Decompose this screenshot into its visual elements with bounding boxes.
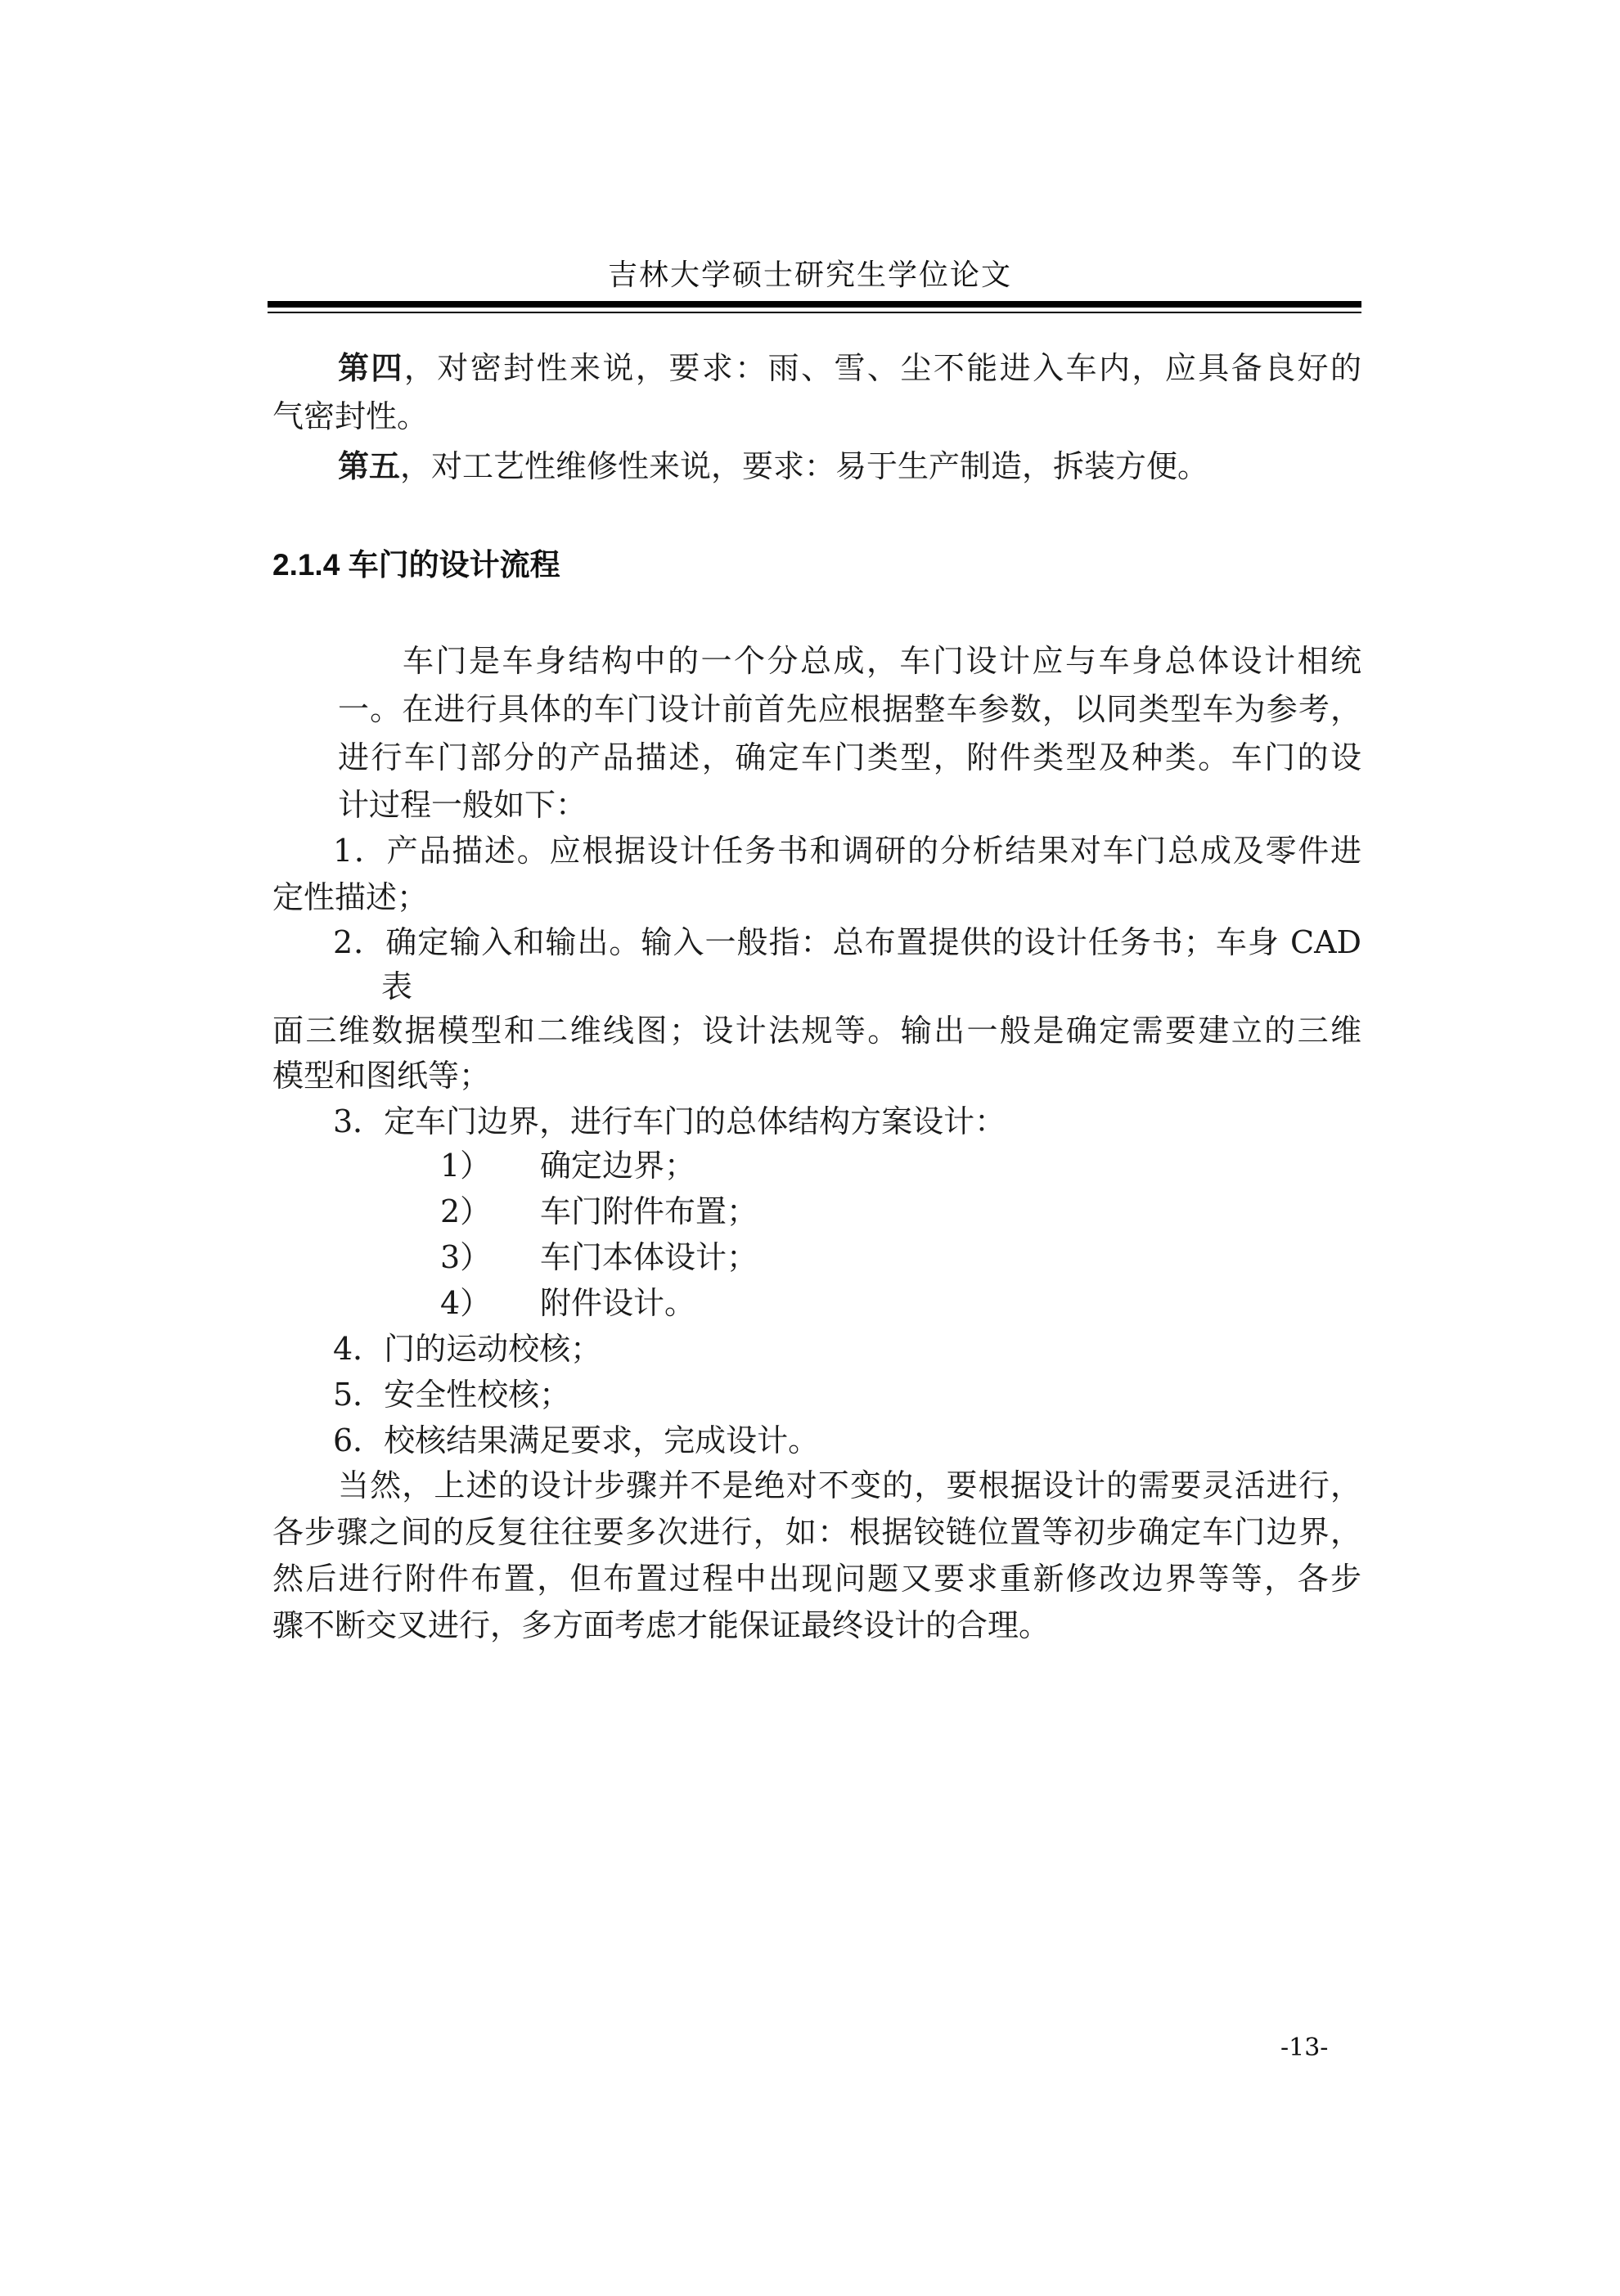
step-1-line-1: 1．产品描述。应根据设计任务书和调研的分析结果对车门总成及零件进 xyxy=(333,833,1361,869)
sub-item-3-text: 车门本体设计； xyxy=(540,1239,758,1275)
sub-item-1-text: 确定边界； xyxy=(540,1148,696,1184)
para-fourth-label: 第四 xyxy=(338,349,404,386)
para-fifth-label: 第五 xyxy=(338,447,401,484)
intro-line-1: 车门是车身结构中的一个分总成，车门设计应与车身总体设计相统 xyxy=(403,643,1361,679)
closing-line-4: 骤不断交叉进行，多方面考虑才能保证最终设计的合理。 xyxy=(272,1607,1051,1643)
para-fifth-text: ，对工艺性维修性来说，要求：易于生产制造，拆装方便。 xyxy=(400,448,1209,484)
running-header: 吉林大学硕士研究生学位论文 xyxy=(607,258,1012,292)
sub-item-3-number: 3） xyxy=(440,1239,492,1275)
section-heading: 2.1.4 车门的设计流程 xyxy=(272,548,560,582)
sub-item-2-text: 车门附件布置； xyxy=(540,1193,758,1229)
step-5-line: 5．安全性校核； xyxy=(333,1377,571,1413)
closing-line-1: 当然，上述的设计步骤并不是绝对不变的，要根据设计的需要灵活进行， xyxy=(338,1467,1361,1503)
sub-item-4-text: 附件设计。 xyxy=(540,1285,696,1321)
step-2-line-1: 2．确定输入和输出。输入一般指：总布置提供的设计任务书；车身 CAD xyxy=(333,924,1361,960)
para-fourth-text: ，对密封性来说，要求：雨、雪、尘不能进入车内，应具备良好的 xyxy=(403,350,1361,386)
intro-line-2: 一。在进行具体的车门设计前首先应根据整车参数，以同类型车为参考， xyxy=(338,691,1361,727)
para-fifth-line-1 xyxy=(338,444,1208,488)
sub-item-4-number: 4） xyxy=(440,1285,492,1321)
step-2-line-4: 模型和图纸等； xyxy=(272,1058,491,1094)
sub-item-2-number: 2） xyxy=(440,1193,492,1229)
para-fourth-line-2: 气密封性。 xyxy=(272,398,429,434)
step-3-line: 3．定车门边界，进行车门的总体结构方案设计： xyxy=(333,1103,1006,1139)
step-1-line-2: 定性描述； xyxy=(272,879,429,915)
intro-line-4: 计过程一般如下： xyxy=(338,787,587,823)
page-number: -13- xyxy=(1280,2033,1329,2062)
step-2-line-2: 表 xyxy=(381,968,413,1004)
closing-line-3: 然后进行附件布置，但布置过程中出现问题又要求重新修改边界等等，各步 xyxy=(272,1561,1361,1597)
intro-line-3: 进行车门部分的产品描述，确定车门类型，附件类型及种类。车门的设 xyxy=(338,739,1361,775)
para-fourth-line-1 xyxy=(338,346,1361,390)
step-6-line: 6．校核结果满足要求，完成设计。 xyxy=(333,1422,820,1458)
header-rule-thick xyxy=(268,301,1361,308)
step-2-line-3: 面三维数据模型和二维线图；设计法规等。输出一般是确定需要建立的三维 xyxy=(272,1013,1361,1049)
step-4-line: 4．门的运动校核； xyxy=(333,1331,602,1367)
header-rule-thin xyxy=(268,312,1361,313)
sub-item-1-number: 1） xyxy=(440,1148,492,1184)
closing-line-2: 各步骤之间的反复往往要多次进行，如：根据铰链位置等初步确定车门边界， xyxy=(272,1514,1361,1550)
